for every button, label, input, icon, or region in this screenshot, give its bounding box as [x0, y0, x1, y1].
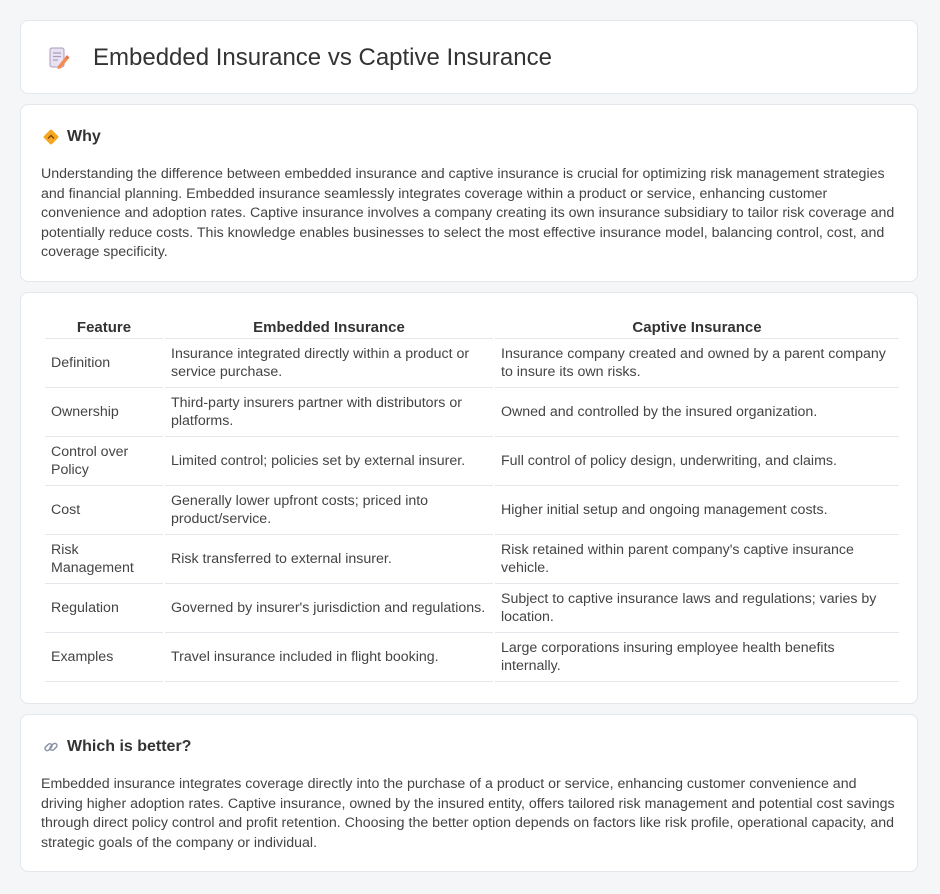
table-row	[45, 339, 899, 388]
feature-cell: Ownership	[45, 388, 163, 437]
diamond-sign-icon	[43, 129, 59, 145]
table-row	[45, 535, 899, 584]
table-row	[45, 486, 899, 535]
feature-cell: Examples	[45, 633, 163, 682]
embedded-cell: Travel insurance included in flight booking.	[165, 633, 493, 682]
embedded-cell: Generally lower upfront costs; priced into product/service.	[165, 486, 493, 535]
why-section	[20, 104, 918, 282]
title-card	[20, 20, 918, 94]
header-captive: Captive Insurance	[495, 317, 899, 339]
feature-cell: Definition	[45, 339, 163, 388]
captive-cell: Insurance company created and owned by a parent company to insure its own risks.	[495, 339, 899, 388]
embedded-cell: Third-party insurers partner with distributors or platforms.	[165, 388, 493, 437]
table-row	[45, 633, 899, 682]
captive-cell: Owned and controlled by the insured organization.	[495, 388, 899, 437]
why-header	[43, 126, 101, 148]
embedded-cell: Governed by insurer's jurisdiction and regulations.	[165, 584, 493, 633]
table-row	[45, 584, 899, 633]
better-text: Embedded insurance integrates coverage directly into the purchase of a product or service, enhancing customer convenience and driving higher adoption rates. Captive insurance, owned by the insured entity, offers tailored risk management and potential cost savings through direct policy control and profit retention. Choosing the better option depends on factors like risk profile, operational capacity, and strategic goals of the company or individual.	[41, 776, 895, 851]
why-text: Understanding the difference between embedded insurance and captive insurance is crucial for optimizing risk management strategies and financial planning. Embedded insurance seamlessly integrates coverage within a product or service, enhancing customer convenience and adoption rates. Captive insurance involves a company creating its own insurance subsidiary to tailor risk coverage and potentially reduce costs. This knowledge enables businesses to select the most effective insurance model, balancing control, cost, and coverage specificity.	[41, 166, 895, 261]
captive-cell: Large corporations insuring employee health benefits internally.	[495, 633, 899, 682]
why-heading: Why	[67, 128, 101, 145]
table-header-row	[45, 317, 899, 339]
header-embedded: Embedded Insurance	[165, 317, 493, 339]
comparison-table	[43, 317, 901, 682]
captive-cell: Risk retained within parent company's captive insurance vehicle.	[495, 535, 899, 584]
document-pencil-icon	[47, 46, 71, 70]
feature-cell: Risk Management	[45, 535, 163, 584]
feature-cell: Control over Policy	[45, 437, 163, 486]
embedded-cell: Limited control; policies set by external insurer.	[165, 437, 493, 486]
captive-cell: Full control of policy design, underwriting, and claims.	[495, 437, 899, 486]
better-heading: Which is better?	[67, 738, 192, 755]
embedded-cell: Risk transferred to external insurer.	[165, 535, 493, 584]
table-row	[45, 388, 899, 437]
link-icon	[43, 739, 59, 755]
which-better-section	[20, 714, 918, 872]
feature-cell: Cost	[45, 486, 163, 535]
comparison-section	[20, 292, 918, 704]
feature-cell: Regulation	[45, 584, 163, 633]
embedded-cell: Insurance integrated directly within a product or service purchase.	[165, 339, 493, 388]
captive-cell: Higher initial setup and ongoing management costs.	[495, 486, 899, 535]
better-header	[43, 736, 191, 758]
table-row	[45, 437, 899, 486]
header-feature: Feature	[45, 317, 163, 339]
captive-cell: Subject to captive insurance laws and regulations; varies by location.	[495, 584, 899, 633]
page-title: Embedded Insurance vs Captive Insurance	[93, 44, 552, 71]
